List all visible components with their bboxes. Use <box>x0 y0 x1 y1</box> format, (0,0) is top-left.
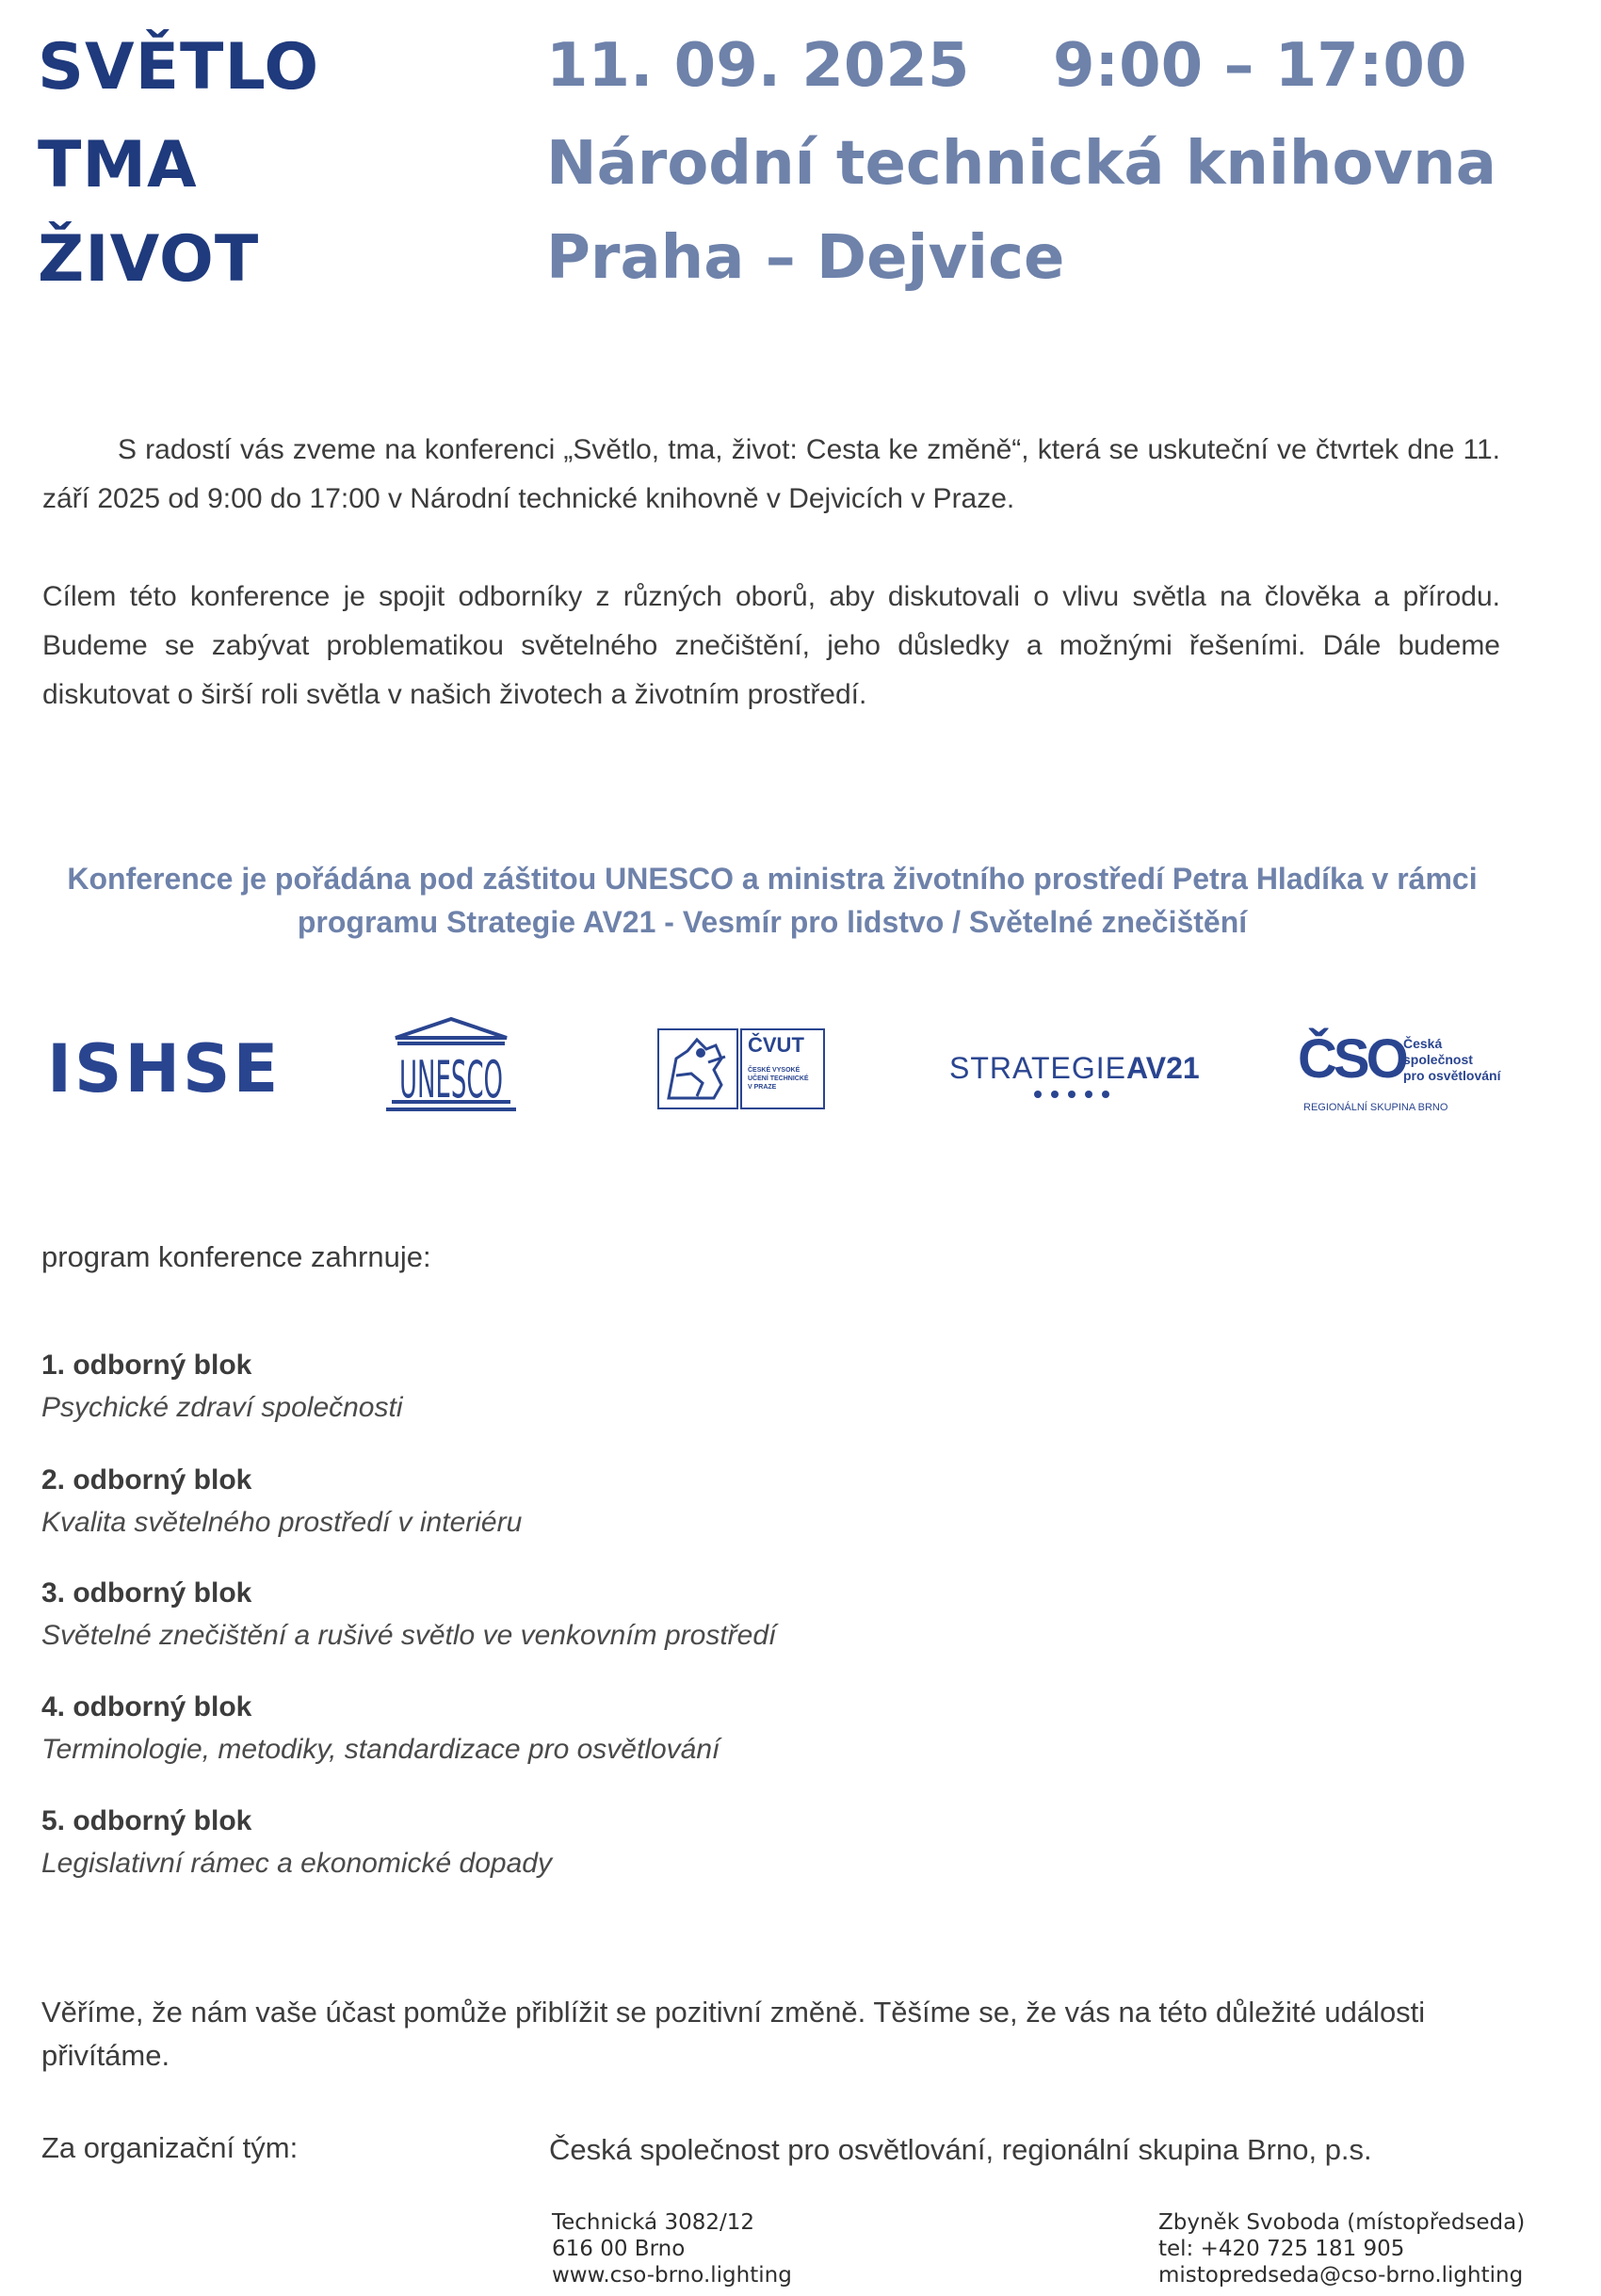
organization-name: Česká společnost pro osvětlování, regionální skupina Brno, p.s. <box>549 2133 1372 2166</box>
cso-subline: REGIONÁLNÍ SKUPINA BRNO <box>1303 1102 1448 1113</box>
strategie-text: STRATEGIE <box>949 1051 1126 1085</box>
unesco-logo <box>384 1017 518 1121</box>
event-time: 9:00 – 17:00 <box>1053 31 1467 101</box>
cvut-logo <box>657 1028 825 1111</box>
patronage-statement <box>38 857 1507 944</box>
unesco-text: UNESCO <box>399 1050 503 1109</box>
strategie-av21-logo <box>949 1051 1204 1102</box>
cvut-sub-3: V PRAZE <box>748 1084 777 1091</box>
cvut-text-box <box>740 1028 825 1109</box>
intro-paragraph-1: S radostí vás zveme na konferenci „Světlo, tma, život: Cesta ke změně“, která se uskuteční ve čtvrtek dne 11. září 2025 od 9:00 do 17:00 v Národní technické knihovně v Dejvicích v Praze. <box>42 434 1500 514</box>
program-block-subtitle: Kvalita světelného prostředí v interiéru <box>41 1507 523 1538</box>
program-block-subtitle: Legislativní rámec a ekonomické dopady <box>41 1848 552 1879</box>
event-date: 11. 09. 2025 <box>546 31 970 101</box>
program-block-subtitle: Psychické zdraví společnosti <box>41 1392 403 1423</box>
website-link[interactable]: www.cso-brno.lighting <box>552 2263 792 2288</box>
lion-emblem-icon <box>657 1028 738 1109</box>
program-block-title: 2. odborný blok <box>41 1464 252 1496</box>
ishse-logo: ISHSE <box>47 1030 282 1108</box>
patronage-line-2: programu Strategie AV21 - Vesmír pro lidstvo / Světelné znečištění <box>297 905 1248 939</box>
cvut-sub-1: ČESKÉ VYSOKÉ <box>748 1067 800 1074</box>
unesco-temple-icon <box>384 1017 518 1121</box>
cso-logo <box>1298 1028 1505 1117</box>
program-block-subtitle: Terminologie, metodiky, standardizace pro osvětlování <box>41 1734 720 1765</box>
title-word-1: SVĚTLO <box>38 30 320 105</box>
cso-line-3: pro osvětlování <box>1403 1068 1501 1083</box>
address-block <box>552 2209 792 2288</box>
address-street: Technická 3082/12 <box>552 2210 754 2235</box>
cso-mark: ČSO <box>1298 1028 1405 1090</box>
cvut-sub-2: UČENÍ TECHNICKÉ <box>748 1075 809 1082</box>
contact-block <box>1158 2209 1525 2288</box>
address-city: 616 00 Brno <box>552 2237 686 2261</box>
title-word-3: ŽIVOT <box>38 222 260 297</box>
dots-icon <box>1032 1089 1126 1100</box>
closing-paragraph: Věříme, že nám vaše účast pomůže přiblížit se pozitivní změně. Těšíme se, že vás na této důležité události přivítáme. <box>41 1996 1426 2072</box>
contact-person: Zbyněk Svoboda (místopředseda) <box>1158 2210 1526 2235</box>
program-intro: program konference zahrnuje: <box>41 1240 431 1273</box>
program-block-title: 1. odborný blok <box>41 1350 252 1381</box>
program-block-title: 5. odborný blok <box>41 1805 252 1836</box>
cso-line-1: Česká <box>1403 1036 1443 1051</box>
program-block-subtitle: Světelné znečištění a rušivé světlo ve venkovním prostředí <box>41 1620 777 1651</box>
cvut-name: ČVUT <box>748 1033 804 1057</box>
program-block-title: 3. odborný blok <box>41 1577 252 1609</box>
program-block-title: 4. odborný blok <box>41 1691 252 1722</box>
av21-text: AV21 <box>1125 1051 1200 1085</box>
event-city: Praha – Dejvice <box>546 223 1065 293</box>
contact-email[interactable]: mistopredseda@cso-brno.lighting <box>1158 2263 1524 2288</box>
cso-line-2: společnost <box>1403 1052 1473 1067</box>
title-word-2: TMA <box>38 128 198 202</box>
signature-label: Za organizační tým: <box>41 2131 299 2164</box>
event-venue: Národní technická knihovna <box>546 129 1496 199</box>
intro-paragraph-2: Cílem této konference je spojit odborníky z různých oborů, aby diskutovali o vlivu světla na člověka a přírodu. Budeme se zabývat problematikou světelného znečištění, jeho důsledky a možnými řešeními. Dále budeme diskutovat o širší roli světla v našich životech a životním prostředí. <box>42 581 1500 710</box>
patronage-line-1: Konference je pořádána pod záštitou UNESCO a ministra životního prostředí Petra Hladíka v rámci <box>67 862 1478 896</box>
contact-phone[interactable]: tel: +420 725 181 905 <box>1158 2237 1405 2261</box>
